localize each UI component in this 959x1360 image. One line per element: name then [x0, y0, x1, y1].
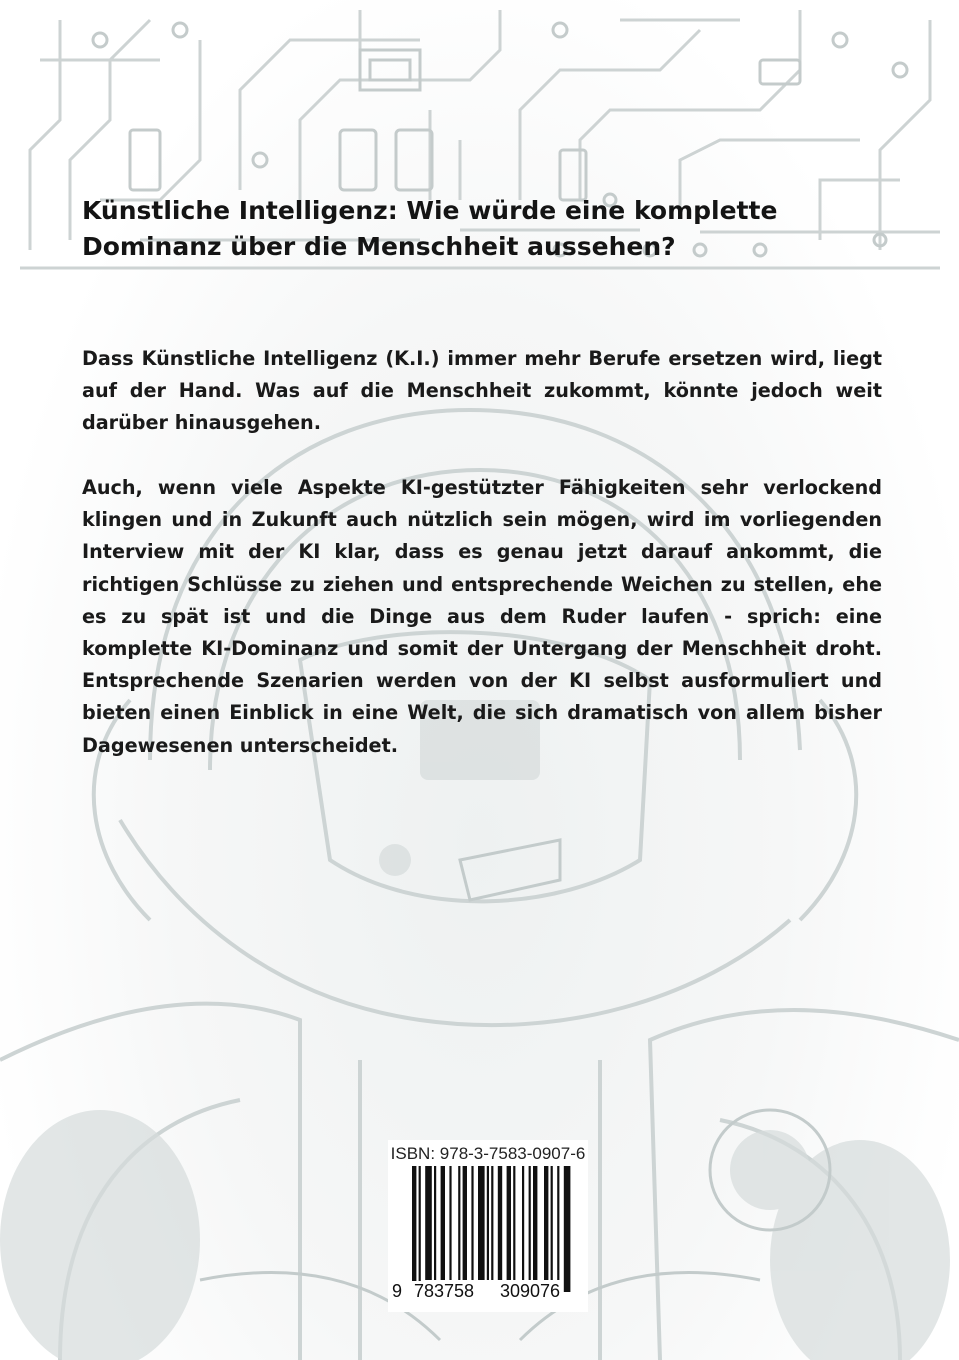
barcode-bar: [551, 1166, 553, 1280]
blurb-paragraph-2: Auch, wenn viele Aspekte KI-gestützter Fähigkeiten sehr verlockend klingen und in Zukunft auch nützlich sein mögen, wird im vorliegenden Interview mit der KI klar, dass es genau jetzt darauf ankommt, die richtigen Schlüsse zu ziehen und entsprechende Weichen zu stellen, ehe es zu spät ist und die Dinge aus dem Ruder laufen - sprich: eine komplette KI-Dominanz und somit der Untergang der Menschheit droht. Entsprechende Szenarien werden von der KI selbst ausformuliert und bieten einen Einblick in eine Welt, die sich dramatisch von allem bisher Dagewesenen unterscheidet.: [82, 476, 882, 757]
barcode-bar: [529, 1166, 531, 1280]
barcode-bar: [471, 1166, 473, 1280]
ean-lead-digit: 9: [392, 1281, 403, 1301]
title-line-2: Dominanz über die Menschheit aussehen?: [82, 232, 676, 261]
barcode-bar: [487, 1166, 489, 1280]
barcode-bar: [478, 1166, 485, 1280]
ean-right-group: 309076: [500, 1281, 561, 1301]
isbn-label: ISBN: 978-3-7583-0907-6: [390, 1144, 586, 1163]
barcode-bar: [507, 1166, 511, 1280]
barcode-bar: [434, 1166, 436, 1280]
barcode-bars: [402, 1166, 574, 1294]
barcode-bar: [458, 1166, 460, 1280]
cover-title: [82, 193, 882, 265]
barcode-bar: [441, 1166, 445, 1280]
barcode-bar: [564, 1166, 571, 1292]
ean-left-group: 783758: [414, 1281, 475, 1301]
barcode-bar: [419, 1166, 421, 1292]
barcode-bar: [513, 1166, 515, 1280]
barcode-bar: [522, 1166, 524, 1280]
barcode-bar: [533, 1166, 537, 1280]
barcode-bar: [491, 1166, 493, 1280]
barcode-bar: [544, 1166, 548, 1280]
barcode-bar: [463, 1166, 467, 1280]
barcode-bar: [498, 1166, 502, 1280]
barcode-bar: [557, 1166, 559, 1280]
title-line-1: Künstliche Intelligenz: Wie würde eine komplette: [82, 196, 778, 225]
blurb-paragraph-1: Dass Künstliche Intelligenz (K.I.) immer mehr Berufe ersetzen wird, liegt auf der Hand. Was auf die Menschheit zukommt, könnte jedoch weit darüber hinausgehen.: [82, 347, 882, 435]
barcode-bar: [425, 1166, 432, 1280]
isbn-barcode: [388, 1140, 588, 1312]
barcode-bar: [412, 1166, 416, 1292]
ean-digits: [388, 1281, 588, 1305]
barcode-bar: [449, 1166, 451, 1280]
